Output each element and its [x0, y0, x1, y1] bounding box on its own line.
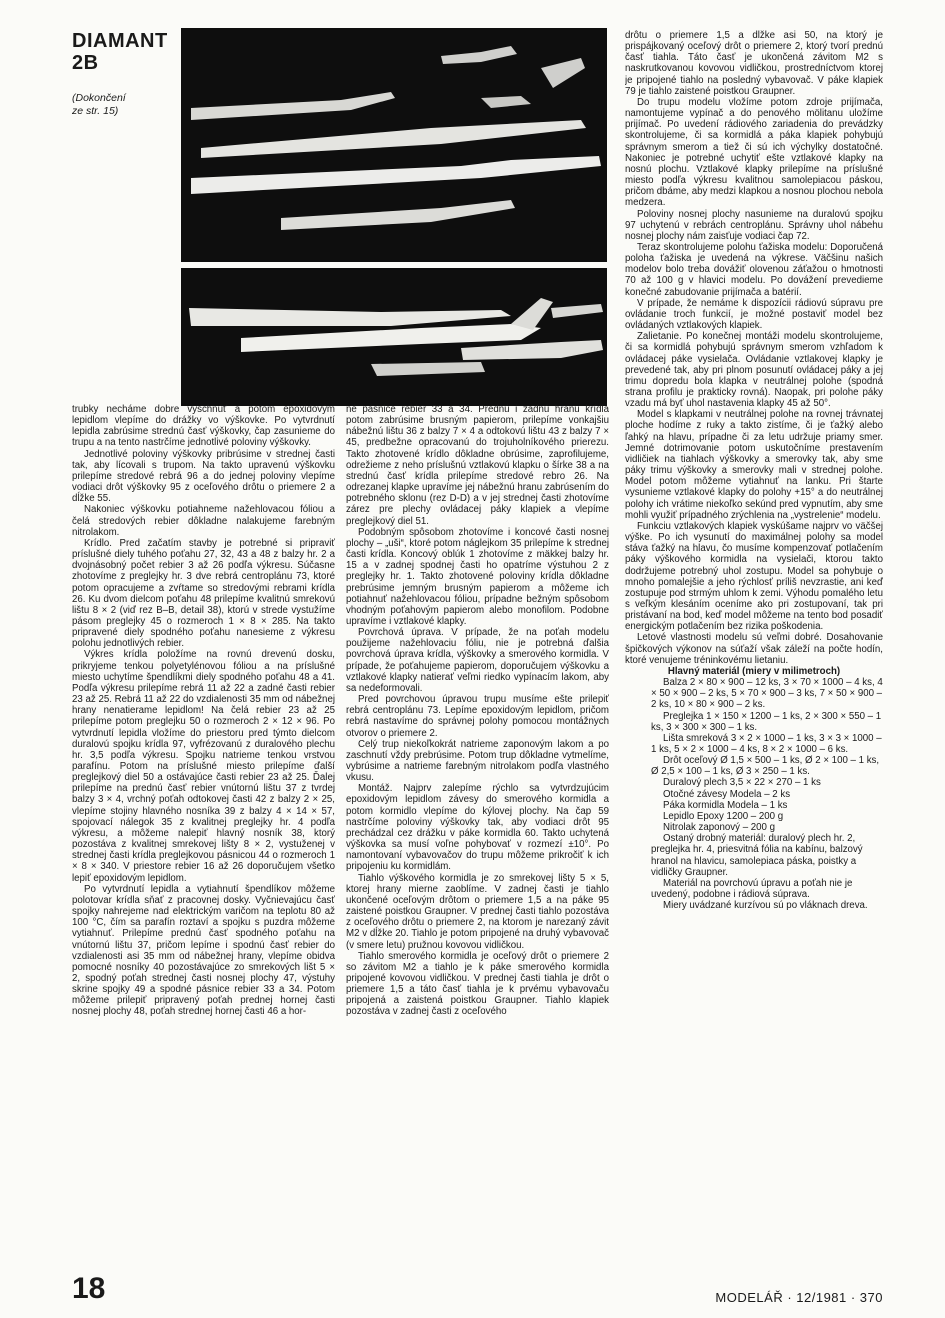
model-photo-bottom	[181, 268, 607, 406]
materials-item: Lišta smreková 3 × 2 × 1000 – 1 ks, 3 × 3 × 1000 – 1 ks, 5 × 2 × 1000 – 4 ks, 8 × 2 × 1000 – 6 ks.	[651, 732, 882, 755]
materials-item: Materiál na povrchovú úpravu a poťah nie je uvedený, podobne i rádiová súprava.	[651, 877, 853, 901]
materials-item: Otočné závesy Modela – 2 ks	[663, 788, 791, 800]
paragraph: V prípade, že nemáme k dispozícii rádiovú súpravu pre ovládanie troch funkcií, je možné postaviť model bez ovládaných vztlakových klapiek.	[625, 297, 883, 332]
paragraph: Výkres krídla položíme na rovnú drevenú dosku, prikryjeme tenkou polyetylénovou fóliou a na príslušné miesto uchytíme špendlíkmi diely spodného poťahu 48 a 41. Podľa výkresu prilepíme rebrá 11 až 22 a zadné časti rebier 23 až 25. Rebrá 11 až 22 do vzdialenosti 35 mm od nábežnej hrany nenatieramе lepidlom! Na čelá rebier 23 až 25 prilepíme potom preglejku 50 o rozmeroch 2 × 12 × 96. Po vytvrdnutí lepidla vložíme do priestoru pred týmto dielcom duralovú spojku krídla 97, vyfrézovanú z duralového plechu hr. 3,5 podľa výkresu. Spojku natrieme tenkou vrstvou parafínu. Potom na príslušné miesto prilepíme ďalší preglejkový diel 50 a ostávajúce časti rebier 23 až 25. Ďalej prilepíme na prednú časť rebier vnútornú lištu 37 z tvrdej balzy 3 × 4, vrchný poťah odtokovej časti 42 z balzy 2 × 25, vlepíme stojiny hlavného nosníka 39 z balzy 4 × 14 × 57, spojovací nálegok 35 z kvalitnej preglejky hr. 4 podľa výkresu, a môžeme nalepiť hlavný nosník 38, ktorý pozostáva z kvalitnej smrekovej lišty 8 × 2, vystuženej v strednej časti krídla preglejkovou pásnicou 44 o rozmeroch 1 × 8 × 340. V priestore rebier 16 až 26 doporučujem všetko lepiť epoxidovým lepidlom.	[72, 649, 335, 884]
article-column-1	[72, 404, 335, 1284]
continuation-note: (Dokončení ze str. 15)	[72, 92, 126, 117]
paragraph: Tiahlo výškového kormidla je zo smrekovej lišty 5 × 5, ktorej hrany mierne zaoblíme. V zadnej časti je tiahlo ukončené oceľovým drôtom o priemere 1,5 a na páke 95 zaistené poistkou Graupner. V prednej časti tiahlo pozostáva z oceľového drôtu o priemere 2, na ktorom je narezaný závit M2 v dĺžke 20. Tiahlo je potom pripojené na druhý vybavovač (v smere letu) pružnou kovovou vidličkou.	[346, 872, 609, 951]
paragraph: Povrchová úprava. V prípade, že na poťah modelu použijeme nažehlovaciu fóliu, nie je potrebná ďalšia povrchová úprava krídla, výškovky a smerového kormidla. V prípade, že poťahujeme papierom, doporučujem výškovku a vztlakové klapky natierať veľmi riedko vypínacím lakom, aby sa nedeformovali.	[346, 627, 609, 694]
materials-list	[625, 677, 883, 911]
article-column-3	[625, 30, 883, 1280]
paragraph: Montáž. Najprv zalepíme rýchlo sa vytvrdzujúcim epoxidovým lepidlom závesy do smerového kormidla a potom kormidlo vlepíme do kýlovej plochy. Na čap 59 nastrčíme poloviny výškovky tak, aby vodiaci drôt 95 prechádzal cez drážku v páke kormidla 60. Takto uchytená výškovka sa musí voľne pohybovať v rozmezí ±10°. Po namontovaní vybavovačov do trupu môžeme prikročiť k ich pripojeniu ku kormidlám.	[346, 783, 609, 873]
paragraph: Po vytvrdnutí lepidla a vytiahnutí špendlíkov môžeme polotovar krídla sňať z pracovnej dosky. Vyčnievajúcu časť spojky nahrejeme nad elektrickým varičom na teplotu 80 až 100 °C, čím sa parafín roztaví a spojku s puzdra môžeme vytiahnuť. Prilepíme prednú časť spodného poťahu na vnútornú lištu 37, pričom lepíme i spodnú časť rebier do vzdialenosti asi 35 mm od nábežnej hrany, vlepíme obidva pomocné nosníky 40 pozostávajúce zo smrekových lišt 5 × 2, spodný poťah strednej časti nosnej plochy 47, výstuhy skrine spojky 49 a spodné pásnice rebier 33 a 34. Potom môžeme prilepiť pripravený poťah prednej hornej časti nosnej plochy 48, poťah strednej hornej časti 46 a hor-	[72, 883, 335, 1018]
paragraph: Model s klapkami v neutrálnej polohe na rovnej trávnatej ploche hodíme z ruky a takto zistíme, či je ťažký alebo ľahký na hlavu, prípadne či za letu udržuje priamy smer. Jemné dotrimovanie potom uskutočníme prestavením vidličiek na tiahlach výškovky a smerovky tak, aby sme páky trimu výškovky a smerovky mali v strednej polohe. Model potom môžeme vytiahnuť na lanku. Pri štarte vysunieme vztlakové klapky do polohy +15° a do neutrálnej polohy ich vrátime niekoľko sekúnd pred vypnutím, aby sme mohli využiť prípadného zrýchlenia na „vystrelenie“ modelu.	[625, 409, 883, 521]
materials-item: Duralový plech 3,5 × 22 × 270 – 1 ks	[663, 777, 821, 789]
paragraph: Pred povrchovou úpravou trupu musíme ešte prilepiť rebrá centroplánu 73. Lepíme epoxidovým lepidlom, pričom rebrá nastavíme do správnej polohy pomocou montážnych otvorov o priemere 2.	[346, 694, 609, 739]
paragraph: Do trupu modelu vložíme potom zdroje prijímača, namontujeme vypínač a do penového mölitanu uložíme prijímač. Po uvedení rádiového zariadenia do prevádzky skontrolujeme, či sa kormidlá a páka klapiek pohybujú správnym smerom a tiež či sú ich výchylky dostatočné. Nakoniec je potrebné uchytiť ešte vztlakové klapky na nosnú plochu. Vztlakové klapky prilepíme na príslušné miesto podľa výkresu kvalitnou samolepiacou páskou, pričom dbáme, aby medzi klapkou a nosnou plochou nebola medzera.	[625, 96, 883, 209]
materials-item: Preglejka 1 × 150 × 1200 – 1 ks, 2 × 300 × 550 – 1 ks, 3 × 300 × 300 – 1 ks.	[651, 710, 882, 733]
paragraph: Poloviny nosnej plochy nasunieme na duralovú spojku 97 uchytenú v rebrách centroplánu. Správny uhol nábehu nosnej plochy nám zaisťuje vodiaci čap 72.	[625, 208, 883, 242]
page-number: 18	[72, 1272, 106, 1305]
materials-item: Lepidlo Epoxy 1200 – 200 g	[663, 810, 784, 822]
materials-heading: Hlavný materiál (miery v milimetroch)	[667, 665, 841, 677]
paragraph: Funkciu vztlakových klapiek vyskúšame najprv vo väčšej výške. Po ich vysunutí do maximálnej polohy sa model stáva ťažký na hlavu, čo musíme kompenzovať potlačením páky výškového kormidla na vysielači, ktorou takto dodržujeme potrebný uhol zostupu. Model sa pohybuje o mnoho pomalejšie a jeho rýchlosť príliš nevzrastie, ani keď zostupuje pod strmým uhlom k zemi. Výhodu pomalého letu s veľkým klesáním oceníme ako pri zostupovaní, tak pri pristávaní na bod, keď model môžeme na tento bod posadiť energickým potlačením bez rizika poškodenia.	[625, 520, 883, 633]
paragraph: Tiahlo smerového kormidla je oceľový drôt o priemere 2 so závitom M2 a tiahlo je k páke smerového kormidla pripojené kovovou vidličkou. V prednej časti tiahla je drôt o priemere 1,5 a táto časť tiahla je k prvému vybavovaču pripojená a zaistená poistkou Graupner. Tiahlo klapiek pozostáva v zadnej časti z oceľového	[346, 950, 609, 1018]
materials-item: Nitrolak zaponový – 200 g	[663, 822, 776, 834]
paragraph: drôtu o priemere 1,5 a dĺžke asi 50, na ktorý je prispájkovaný oceľový drôt o priemere 2, ktorý tvorí prednú časť tiahla. Táto časť je ukončená závitom M2 s naskrutkovanou kovovou vidličkou, prostredníctvom ktorej je pripojené tiahlo na posledný vybavovač. V páke klapiek 79 je tiahlo zaistené poistkou Graupner.	[625, 30, 883, 97]
materials-item: Páka kormidla Modela – 1 ks	[663, 799, 788, 811]
paragraph: Krídlo. Pred začatím stavby je potrebné si pripraviť príslušné diely tuhého poťahu 27, 32, 43 a 48 z balzy hr. 2 a dvojnásobný počet rebier 3 až 26 podľa výkresu. Súčasne zhotovíme z preglejky hr. 3 dve rebrá centroplánu 73, ktoré potom opracujeme a zvŕtame so stredovými rebrami krídla 26. Ku dvom dielcom poťahu 48 prilepíme kvalitnú smrekovú lištu 8 × 2 (viď rez B–B, detail 38), ktorú v strede vystužíme pásom preglejky 45 o rozmeroch 1 × 8 × 285. Na takto pripravené diely spodného poťahu nanesieme z výkresu polohu jednotlivých rebier.	[72, 537, 335, 650]
paragraph: trubky necháme dobre vyschnúť a potom epoxidovým lepidlom vlepíme do drážky vo výškovke. Po vytvrdnutí lepidla zabrúsime strednú časť výškovky, čap zasunieme do trupu a na tento nastrčíme jednotlivé poloviny výškovky.	[72, 404, 335, 449]
materials-item: Balza 2 × 80 × 900 – 12 ks, 3 × 70 × 1000 – 4 ks, 4 × 50 × 900 – 2 ks, 5 × 70 × 900 – 3 ks, 7 × 50 × 900 – 2 ks, 10 × 80 × 900 – 2 ks.	[651, 677, 883, 711]
paragraph: Zalietanie. Po konečnej montáži modelu skontrolujeme, či sa kormidlá pohybujú správnym smerom vzhľadom k ovládacej páke vysielača. Ovládanie vztlakovej klapky je prevedené tak, aby pri plnom posunutí ovládacej páky a jej trimu dopredu bola klapka v neutrálnej polohe (spodná strana profilu je prakticky rovná). Naopak, pri polohe páky vzadu má byť uhol nastavenia klapky 45 až 50°.	[625, 331, 883, 410]
paragraph: Nakoniec výškovku potiahneme nažehlovacou fóliou a čelá stredových rebier dôkladne nalakujeme farebným nitrolakom.	[72, 504, 335, 538]
materials-item: Drôt oceľový Ø 1,5 × 500 – 1 ks, Ø 2 × 100 – 1 ks, Ø 2,5 × 100 – 1 ks, Ø 3 × 250 – 1 ks.	[651, 755, 880, 778]
article-title: DIAMANT 2B	[72, 30, 168, 74]
magazine-footer: MODELÁŘ · 12/1981 · 370	[715, 1290, 883, 1305]
materials-item: Miery uvádzané kurzívou sú po vláknach dreva.	[663, 900, 868, 912]
materials-item: Ostaný drobný materiál: duralový plech hr. 2, preglejka hr. 4, priesvitná fólia na kabínu, balzový hranol na hlavicu, samolepiaca páska, poistky a vidličky Graupner.	[651, 833, 863, 878]
paragraph: né pásnice rebier 33 a 34. Prednú i zadnú hranu krídla potom zabrúsime brusným papierom, prilepíme vonkajšiu nábežnú lištu 36 z balzy 7 × 4 a odtokovú lištu 43 z balzy 7 × 45, predbežne opracovanú do trojuholníkového prierezu. Takto zhotovené krídlo dôkladne obrúsime, zaprofilujeme, odrežieme z neho príslušnú vztlakovú klapku o šírke 38 a na strednú časť krídla prilepíme stredové rebro 26. Na odrezanej klapke upravíme jej nábežnú hranu zabrúsením do potrebného sklonu (rez D-D) a v jej strednej časti zhotovíme zárez pre plechy ovládacej páky klapiek a vlepíme preglejkový diel 51.	[346, 404, 609, 527]
paragraph: Jednotlivé poloviny výškovky pribrúsime v strednej časti tak, aby lícovali s trupom. Na takto upravenú výškovku prilepíme stredové rebrá 96 a do jednej poloviny vlepíme vodiaci drôt výškovky 95 z oceľového drôtu o priemere 2 a dĺžke 55.	[72, 448, 335, 505]
paragraph: Teraz skontrolujeme polohu ťažiska modelu: Doporučená poloha ťažiska je uvedená na výkrese. Väčšinu našich modelov bolo treba dovážiť olovenou záťažou o hmotnosti 70 až 100 g v hlavici modelu. Po dovážení prevedieme konečné zabudovanie prijímača a batérií.	[625, 241, 883, 298]
paragraph: Letové vlastnosti modelu sú veľmi dobré. Dosahovanie špičkových výkonov na súťaží však záleží na počte hodín, ktoré venujeme tréninkovému lietaniu.	[625, 632, 883, 666]
paragraph: Celý trup niekoľkokrát natrieme zaponovým lakom a po zaschnutí vždy prebrúsime. Potom trup dôkladne vytmelíme, vybrúsime a natrieme farebným nitrolakom podľa vlastného vkusu.	[346, 738, 609, 784]
article-column-2	[346, 404, 609, 1284]
model-photo-top	[181, 28, 607, 262]
paragraph: Podobným spôsobom zhotovíme i koncové časti nosnej plochy – „uši“, ktoré potom nágleјkom 35 prilepíme k strednej časti krídla. Koncový oblúk 1 zhotovíme z mäkkej balzy hr. 15 a v zadnej spodnej časti ho opatríme výstuhou 2 z preglejky hr. 1. Takto zhotovené poloviny krídla dôkladne prebrúsime jemným brusným papierom a môžeme ich potiahnuť nažehlovacou fóliou, prípadne bežným spôsobom vhodným poťahovým papierom alebo monofilom. Podobne upravíme i vztlakové klapky.	[346, 526, 609, 627]
